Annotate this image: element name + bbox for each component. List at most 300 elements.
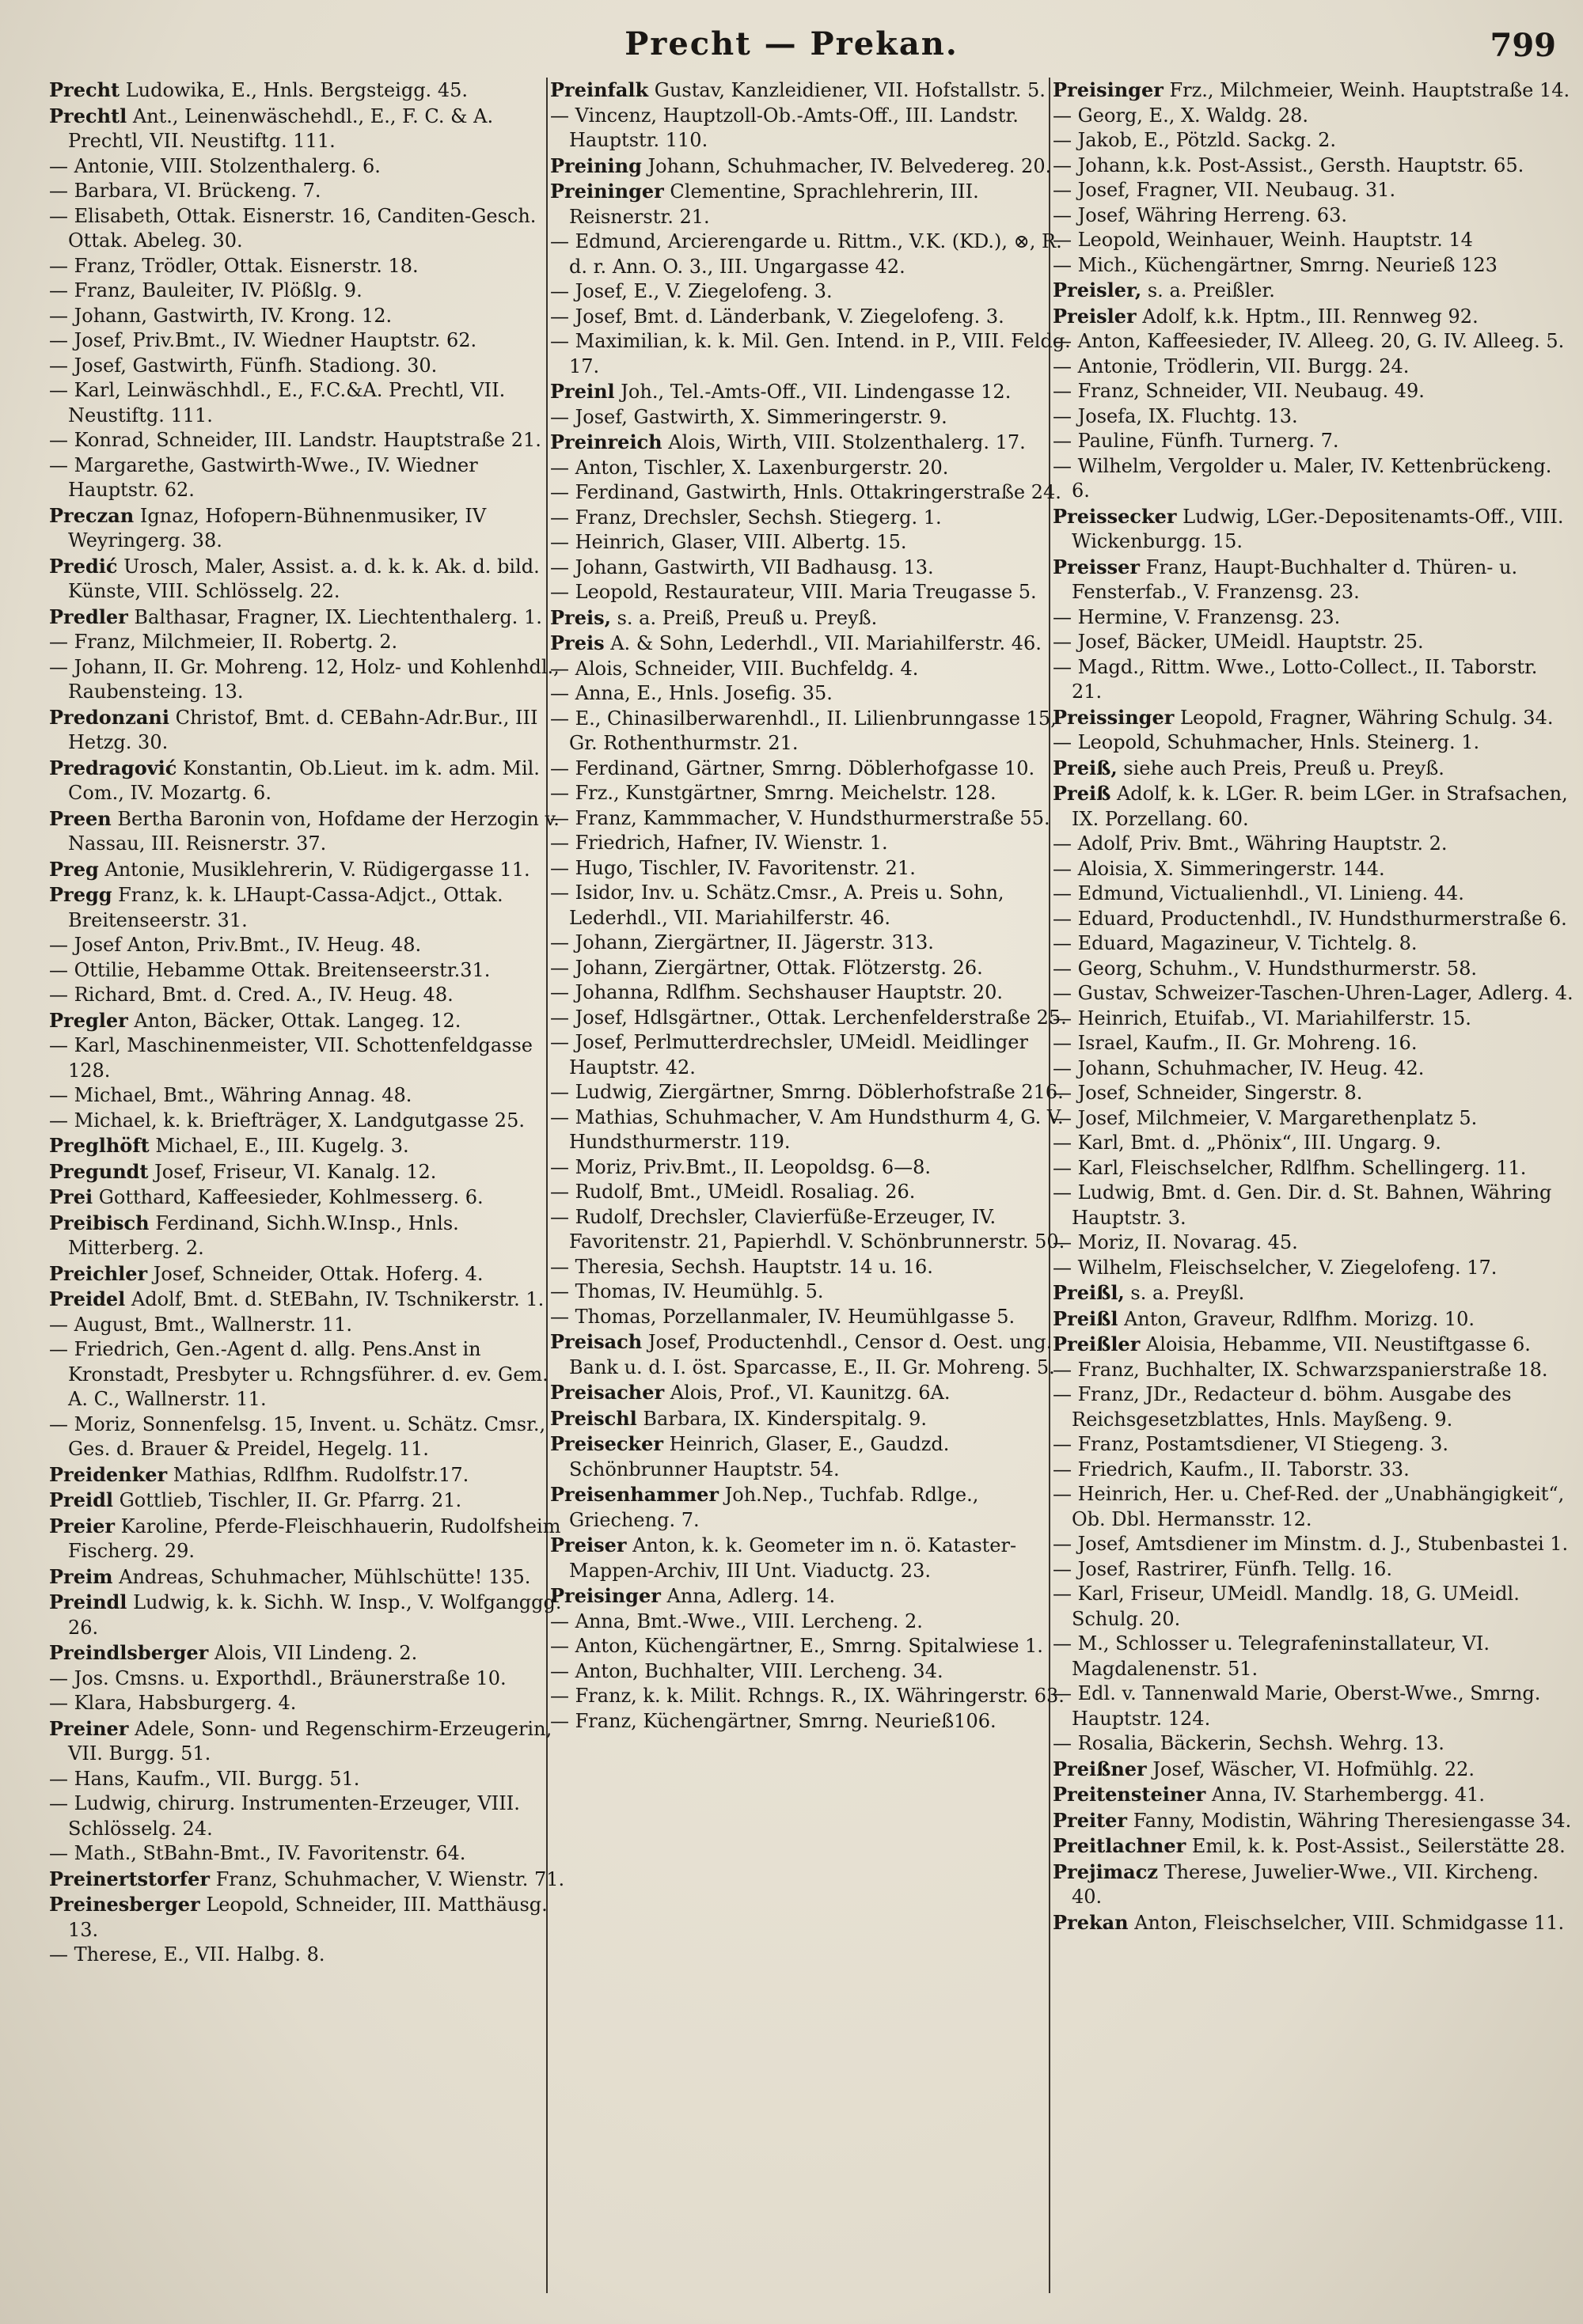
entry-text: s. a. Preiß, Preuß u. Preyß.	[610, 606, 878, 629]
directory-entry	[49, 1666, 570, 1692]
entry-text: — Friedrich, Hafner, IV. Wienstr. 1.	[550, 832, 888, 854]
entry-text: Emil, k. k. Post-Assist., Seilerstätte 28.	[1186, 1835, 1566, 1857]
directory-entry	[1053, 655, 1574, 705]
entry-surname: Preichler	[49, 1261, 148, 1285]
entry-text: Christof, Bmt. d. CEBahn-Adr.Bur., III Hetzg. 30.	[68, 706, 538, 753]
entry-text: — E., Chinasilberwarenhdl., II. Lilienbrunngasse 15, Gr. Rothenthurmstr. 21.	[550, 707, 1057, 754]
directory-entry	[1053, 1432, 1574, 1458]
directory-entry	[1053, 881, 1574, 907]
directory-entry	[1053, 154, 1574, 179]
entry-text: Karoline, Pferde-Fleischhauerin, Rudolfsheim Fischerg. 29.	[68, 1515, 561, 1562]
entry-text: — Margarethe, Gastwirth-Wwe., IV. Wiedner Hauptstr. 62.	[49, 453, 478, 501]
entry-text: Josef, Schneider, Ottak. Hoferg. 4.	[147, 1262, 484, 1285]
entry-text: — Hugo, Tischler, IV. Favoritenstr. 21.	[550, 856, 916, 879]
entry-text: Gustav, Kanzleidiener, VII. Hofstallstr. 5.	[648, 79, 1046, 101]
directory-entry	[1053, 178, 1574, 203]
entry-text: — Josef, Rastrirer, Fünfh. Tellg. 16.	[1053, 1557, 1392, 1580]
entry-surname: Preißler	[1053, 1333, 1141, 1355]
entry-text: — Johanna, Rdlfhm. Sechshauser Hauptstr. 20.	[550, 981, 1004, 1003]
directory-entry	[550, 329, 1071, 379]
directory-entry	[550, 1659, 1071, 1685]
entry-text: Antonie, Musiklehrerin, V. Rüdigergasse 11.	[98, 858, 530, 881]
entry-surname: Preisecker	[550, 1432, 664, 1455]
directory-entry	[1053, 730, 1574, 756]
directory-entry	[1053, 1833, 1574, 1860]
entry-text: Adolf, Bmt. d. StEBahn, IV. Tschnikerstr. 1.	[125, 1288, 545, 1310]
entry-surname: Preindlsberger	[49, 1641, 209, 1664]
directory-entry	[550, 831, 1071, 856]
directory-entry	[1053, 1131, 1574, 1156]
entry-surname: Preisenhammer	[550, 1483, 719, 1506]
entry-text: — Franz, Postamtsdiener, VI Stiegeng. 3.	[1053, 1433, 1448, 1455]
entry-text: — Josef, Gastwirth, X. Simmeringerstr. 9.	[550, 405, 947, 428]
entry-surname: Preg	[49, 857, 99, 881]
entry-text: — Anton, Buchhalter, VIII. Lercheng. 34.	[550, 1659, 943, 1682]
entry-text: — Richard, Bmt. d. Cred. A., IV. Heug. 48.	[49, 984, 454, 1006]
directory-column-3	[1053, 78, 1574, 2309]
entry-text: Anna, Adlerg. 14.	[660, 1585, 836, 1607]
directory-entry	[550, 1255, 1071, 1280]
entry-text: — Karl, Leinwäschhdl., E., F.C.&A. Prechtl, VII. Neustiftg. 111.	[49, 379, 506, 427]
entry-text: Mathias, Rdlfhm. Rudolfstr.17.	[167, 1463, 469, 1486]
entry-surname: Prei	[49, 1185, 93, 1208]
directory-entry	[550, 707, 1071, 756]
entry-text: — Franz, Trödler, Ottak. Eisnerstr. 18.	[49, 254, 419, 277]
directory-entry	[1053, 605, 1574, 631]
directory-entry	[550, 1105, 1071, 1155]
entry-surname: Pregundt	[49, 1159, 149, 1183]
directory-entry	[49, 1287, 570, 1313]
directory-entry	[49, 1109, 570, 1134]
entry-text: — Josef Anton, Priv.Bmt., IV. Heug. 48.	[49, 934, 422, 956]
entry-surname: Preiner	[49, 1716, 129, 1740]
entry-text: — Moriz, Priv.Bmt., II. Leopoldsg. 6—8.	[550, 1155, 932, 1178]
entry-surname: Preißner	[1053, 1757, 1147, 1780]
directory-entry	[1053, 1280, 1574, 1306]
entry-text: — Vincenz, Hauptzoll-Ob.-Amts-Off., III. Landstr. Hauptstr. 110.	[550, 104, 1019, 151]
entry-text: — Rudolf, Bmt., UMeidl. Rosaliag. 26.	[550, 1181, 916, 1203]
entry-text: — Mich., Küchengärtner, Smrng. Neurieß 123	[1053, 253, 1498, 276]
directory-entry	[49, 304, 570, 329]
directory-entry	[550, 530, 1071, 555]
entry-text: — Leopold, Restaurateur, VIII. Maria Treugasse 5.	[550, 581, 1037, 603]
directory-entry	[49, 279, 570, 304]
entry-surname: Preidl	[49, 1488, 113, 1511]
directory-entry	[49, 1313, 570, 1338]
entry-text: — Franz, Milchmeier, II. Robertg. 2.	[49, 631, 398, 653]
entry-text: — Friedrich, Gen.-Agent d. allg. Pens.Anst in Kronstadt, Presbyter u. Rchngsführer. d. ev. Gem. A. C., Wallnerstr. 11.	[49, 1338, 549, 1410]
entry-text: — Karl, Maschinenmeister, VII. Schottenfeldgasse 128.	[49, 1034, 533, 1082]
directory-entry	[1053, 1306, 1574, 1333]
entry-text: — Adolf, Priv. Bmt., Währing Hauptstr. 2.	[1053, 832, 1448, 855]
directory-entry	[1053, 1031, 1574, 1056]
entry-text: — Konrad, Schneider, III. Landstr. Hauptstraße 21.	[49, 429, 541, 451]
directory-entry	[550, 555, 1071, 581]
directory-entry	[49, 453, 570, 503]
entry-surname: Preitlachner	[1053, 1834, 1186, 1857]
entry-text: Ignaz, Hofopern-Bühnenmusiker, IV Weyringerg. 38.	[68, 504, 487, 552]
page-number: 799	[1490, 27, 1556, 64]
directory-entry	[1053, 379, 1574, 404]
directory-entry	[550, 1431, 1071, 1482]
entry-text: — Johann, k.k. Post-Assist., Gersth. Hauptstr. 65.	[1053, 154, 1524, 176]
entry-text: — Edmund, Victualienhdl., VI. Linieng. 44.	[1053, 882, 1464, 904]
entry-text: — Karl, Fleischselcher, Rdlfhm. Schellingerg. 11.	[1053, 1156, 1527, 1179]
entry-surname: Preczan	[49, 503, 135, 527]
directory-entry	[550, 1380, 1071, 1406]
directory-entry	[550, 781, 1071, 806]
entry-text: — Ottilie, Hebamme Ottak. Breitenseerstr.31.	[49, 958, 491, 981]
entry-text: — Mathias, Schuhmacher, V. Am Hundsthurm 4, G. V. Hundsthurmerstr. 119.	[550, 1105, 1064, 1153]
entry-text: Franz, Schuhmacher, V. Wienstr. 71.	[210, 1867, 565, 1890]
entry-surname: Preißl,	[1053, 1281, 1125, 1304]
entry-text: Andreas, Schuhmacher, Mühlschütte! 135.	[112, 1565, 531, 1588]
entry-surname: Preininger	[550, 180, 664, 203]
directory-entry	[49, 1640, 570, 1666]
directory-entry	[1053, 630, 1574, 655]
entry-surname: Preibisch	[49, 1211, 150, 1234]
directory-entry	[550, 1280, 1071, 1305]
entry-text: — Anton, Küchengärtner, E., Smrng. Spitalwiese 1.	[550, 1635, 1043, 1657]
directory-entry	[550, 456, 1071, 481]
directory-entry	[49, 1867, 570, 1893]
directory-entry	[1053, 1156, 1574, 1181]
entry-text: Aloisia, Hebamme, VII. Neustiftgasse 6.	[1140, 1333, 1531, 1355]
directory-entry	[1053, 1681, 1574, 1731]
entry-text: — Math., StBahn-Bmt., IV. Favoritenstr. 64.	[49, 1842, 466, 1864]
entry-text: — Elisabeth, Ottak. Eisnerstr. 16, Canditen-Gesch. Ottak. Abeleg. 30.	[49, 204, 537, 252]
directory-entry	[1053, 1808, 1574, 1834]
entry-text: Heinrich, Glaser, E., Gaudzd. Schönbrunner Hauptstr. 54.	[569, 1433, 950, 1480]
entry-text: — Thomas, Porzellanmaler, IV. Heumühlgasse 5.	[550, 1305, 1015, 1328]
entry-text: — Maximilian, k. k. Mil. Gen. Intend. in P., VIII. Feldg. 17.	[550, 330, 1071, 377]
directory-entry	[49, 605, 570, 631]
directory-entry	[550, 78, 1071, 104]
entry-text: — Franz, k. k. Milit. Rchngs. R., IX. Währingerstr. 63.	[550, 1685, 1065, 1707]
entry-text: — Heinrich, Etuifab., VI. Mariahilferstr. 15.	[1053, 1007, 1471, 1029]
entry-text: — Moriz, Sonnenfelsg. 15, Invent. u. Schätz. Cmsr., Ges. d. Brauer & Preidel, Hegelg. 11.	[49, 1412, 546, 1460]
entry-text: — Wilhelm, Fleischselcher, V. Ziegelofeng. 17.	[1053, 1256, 1498, 1279]
entry-surname: Preindl	[49, 1590, 127, 1613]
directory-entry	[1053, 1532, 1574, 1557]
directory-entry	[550, 756, 1071, 782]
entry-text: — Ferdinand, Gärtner, Smrng. Döblerhofgasse 10.	[550, 756, 1035, 779]
directory-entry	[49, 1841, 570, 1867]
directory-entry	[550, 279, 1071, 305]
directory-entry	[1053, 1181, 1574, 1230]
entry-surname: Preisinger	[1053, 78, 1164, 101]
entry-text: — Edl. v. Tannenwald Marie, Oberst-Wwe., Smrng. Hauptstr. 124.	[1053, 1682, 1541, 1730]
directory-entry	[550, 1305, 1071, 1330]
directory-entry	[1053, 429, 1574, 454]
directory-entry	[1053, 454, 1574, 504]
directory-entry	[1053, 1557, 1574, 1583]
directory-entry	[49, 1412, 570, 1462]
entry-surname: Preim	[49, 1564, 113, 1588]
entry-surname: Preisinger	[550, 1584, 661, 1607]
directory-entry	[550, 657, 1071, 682]
entry-text: Josef, Wäscher, VI. Hofmühlg. 22.	[1146, 1757, 1475, 1780]
entry-surname: Preiter	[1053, 1808, 1128, 1832]
entry-text: — Michael, Bmt., Währing Annag. 48.	[49, 1084, 412, 1106]
directory-entry	[1053, 504, 1574, 555]
directory-entry	[1053, 957, 1574, 982]
directory-entry	[550, 1583, 1071, 1609]
entry-text: — Heinrich, Her. u. Chef-Red. der „Unabhängigkeit“, Ob. Dbl. Hermansstr. 12.	[1053, 1483, 1565, 1530]
entry-text: — Jakob, E., Pötzld. Sackg. 2.	[1053, 129, 1337, 151]
entry-text: Alois, VII Lindeng. 2.	[208, 1642, 418, 1664]
entry-surname: Preisser	[1053, 555, 1141, 578]
directory-entry	[49, 655, 570, 705]
entry-text: — Klara, Habsburgerg. 4.	[49, 1692, 297, 1714]
entry-text: Fanny, Modistin, Währing Theresiengasse 34.	[1127, 1809, 1572, 1832]
directory-column-1	[49, 78, 570, 2309]
directory-entry	[1053, 104, 1574, 129]
directory-entry	[49, 1791, 570, 1841]
directory-entry	[550, 1684, 1071, 1709]
entry-text: Bertha Baronin von, Hofdame der Herzogin v. Nassau, III. Reisnerstr. 37.	[68, 807, 560, 855]
directory-entry	[550, 405, 1071, 430]
entry-text: — Michael, k. k. Briefträger, X. Landgutgasse 25.	[49, 1109, 525, 1132]
entry-surname: Preinesberger	[49, 1893, 200, 1916]
entry-text: Adele, Sonn- und Regenschirm-Erzeugerin, VII. Burgg. 51.	[68, 1717, 552, 1765]
directory-entry	[1053, 404, 1574, 430]
entry-surname: Preiß	[1053, 782, 1111, 805]
entry-text: — Heinrich, Glaser, VIII. Albertg. 15.	[550, 531, 907, 553]
entry-text: — Barbara, VI. Brückeng. 7.	[49, 180, 321, 202]
entry-text: Anton, Graveur, Rdlfhm. Morizg. 10.	[1118, 1307, 1475, 1330]
directory-entry	[1053, 756, 1574, 782]
directory-entry	[1053, 832, 1574, 857]
entry-text: — Josef, Perlmutterdrechsler, UMeidl. Meidlinger Hauptstr. 42.	[550, 1031, 1028, 1079]
entry-text: — Josef, E., V. Ziegelofeng. 3.	[550, 280, 833, 302]
entry-text: — Eduard, Productenhdl., IV. Hundsthurmerstraße 6.	[1053, 907, 1567, 930]
entry-text: — August, Bmt., Wallnerstr. 11.	[49, 1313, 352, 1336]
entry-text: Anton, Bäcker, Ottak. Langeg. 12.	[127, 1009, 461, 1032]
directory-entry	[49, 1462, 570, 1488]
entry-text: Joh., Tel.-Amts-Off., VII. Lindengasse 12.	[614, 381, 1012, 403]
entry-text: — Eduard, Magazineur, V. Tichtelg. 8.	[1053, 932, 1418, 954]
entry-text: — Theresia, Sechsh. Hauptstr. 14 u. 16.	[550, 1255, 933, 1278]
entry-text: Ludowika, E., Hnls. Bergsteigg. 45.	[120, 79, 468, 101]
directory-entry	[550, 1180, 1071, 1205]
directory-entry	[1053, 931, 1574, 957]
directory-entry	[49, 204, 570, 254]
entry-text: — Antonie, Trödlerin, VII. Burgg. 24.	[1053, 354, 1410, 377]
entry-surname: Pregler	[49, 1008, 128, 1032]
entry-text: — Josef, Fragner, VII. Neubaug. 31.	[1053, 179, 1396, 201]
directory-entry	[49, 1133, 570, 1159]
directory-entry	[49, 1008, 570, 1034]
directory-entry	[49, 378, 570, 428]
directory-entry	[49, 857, 570, 883]
directory-entry	[49, 179, 570, 204]
entry-surname: Preisach	[550, 1330, 643, 1353]
entry-text: — Pauline, Fünfh. Turnerg. 7.	[1053, 430, 1339, 452]
entry-text: Leopold, Fragner, Währing Schulg. 34.	[1174, 706, 1554, 729]
entry-text: — Josef, Bäcker, UMeidl. Hauptstr. 25.	[1053, 631, 1424, 653]
entry-text: — Aloisia, X. Simmeringerstr. 144.	[1053, 857, 1385, 880]
entry-text: Michael, E., III. Kugelg. 3.	[149, 1135, 409, 1157]
entry-text: Franz, k. k. LHaupt-Cassa-Adjct., Ottak. Breitenseerstr. 31.	[68, 884, 503, 931]
entry-text: — Leopold, Weinhauer, Weinh. Hauptstr. 14	[1053, 229, 1473, 251]
entry-surname: Predragović	[49, 756, 177, 779]
entry-text: Adolf, k.k. Hptm., III. Rennweg 92.	[1136, 305, 1479, 328]
directory-entry	[550, 1006, 1071, 1031]
directory-entry	[49, 958, 570, 984]
directory-entry	[1053, 1731, 1574, 1757]
directory-entry	[1053, 203, 1574, 229]
entry-text: s. a. Preyßl.	[1124, 1282, 1245, 1304]
directory-entry	[49, 756, 570, 806]
entry-text: — Franz, Buchhalter, IX. Schwarzspanierstraße 18.	[1053, 1358, 1548, 1381]
entry-text: Anna, IV. Starhembergg. 41.	[1205, 1784, 1486, 1806]
entry-text: — Johann, Schuhmacher, IV. Heug. 42.	[1053, 1056, 1425, 1079]
directory-entry	[49, 1892, 570, 1943]
directory-entry	[1053, 1782, 1574, 1808]
entry-text: — Franz, Drechsler, Sechsh. Stiegerg. 1.	[550, 506, 942, 529]
directory-entry	[49, 78, 570, 104]
entry-text: — Josef, Schneider, Singerstr. 8.	[1053, 1082, 1363, 1104]
entry-surname: Preißl	[1053, 1306, 1118, 1330]
directory-entry	[1053, 1632, 1574, 1681]
entry-text: Ludwig, k. k. Sichh. W. Insp., V. Wolfganggg. 26.	[68, 1591, 562, 1639]
entry-text: — Jos. Cmsns. u. Exporthdl., Bräunerstraße 10.	[49, 1666, 507, 1689]
entry-text: Alois, Prof., VI. Kaunitzg. 6A.	[664, 1382, 951, 1404]
directory-entry	[550, 881, 1071, 931]
entry-text: Johann, Schuhmacher, IV. Belvedereg. 20.	[641, 154, 1052, 177]
directory-entry	[1053, 1256, 1574, 1281]
directory-entry	[49, 933, 570, 958]
entry-text: — Franz, Schneider, VII. Neubaug. 49.	[1053, 380, 1425, 402]
directory-entry	[1053, 329, 1574, 354]
entry-text: — Josefa, IX. Fluchtg. 13.	[1053, 404, 1298, 427]
directory-entry	[49, 428, 570, 453]
directory-entry	[49, 983, 570, 1008]
directory-entry	[550, 580, 1071, 605]
entry-text: — Josef, Bmt. d. Länderbank, V. Ziegelofeng. 3.	[550, 305, 1004, 328]
entry-text: — Hermine, V. Franzensg. 23.	[1053, 605, 1341, 628]
directory-entry	[550, 1329, 1071, 1380]
entry-surname: Preinreich	[550, 430, 662, 453]
entry-text: — Moriz, II. Novarag. 45.	[1053, 1231, 1298, 1253]
directory-entry	[49, 1211, 570, 1261]
directory-entry	[550, 1155, 1071, 1181]
entry-surname: Preischl	[550, 1406, 637, 1430]
directory-entry	[49, 154, 570, 180]
directory-entry	[1053, 1757, 1574, 1783]
entry-surname: Preidenker	[49, 1462, 168, 1486]
directory-entry	[1053, 128, 1574, 154]
entry-text: Josef, Productenhdl., Censor d. Oest. ung. Bank u. d. I. öst. Sparcasse, E., II. Gr. Mohreng. 5.	[569, 1331, 1055, 1378]
directory-entry	[1053, 1382, 1574, 1432]
directory-entry	[550, 605, 1071, 631]
entry-text: Urosch, Maler, Assist. a. d. k. k. Ak. d. bild. Künste, VIII. Schlösselg. 22.	[68, 555, 540, 602]
entry-text: — Karl, Friseur, UMeidl. Mandlg. 18, G. UMeidl. Schulg. 20.	[1053, 1583, 1520, 1630]
directory-entry	[49, 1261, 570, 1287]
directory-entry	[550, 980, 1071, 1006]
directory-entry	[550, 1080, 1071, 1105]
entry-text: — Therese, E., VII. Halbg. 8.	[49, 1943, 325, 1966]
directory-entry	[49, 1185, 570, 1211]
directory-entry	[49, 1590, 570, 1640]
entry-surname: Preiser	[550, 1534, 627, 1556]
entry-text: — Ferdinand, Gastwirth, Hnls. Ottakringerstraße 24.	[550, 481, 1061, 503]
entry-text: — Ludwig, chirurg. Instrumenten-Erzeuger, VIII. Schlösselg. 24.	[49, 1792, 520, 1840]
directory-entry	[550, 681, 1071, 707]
entry-text: — Josef, Währing Herreng. 63.	[1053, 203, 1347, 226]
directory-entry	[1053, 1081, 1574, 1106]
directory-entry	[1053, 304, 1574, 330]
entry-surname: Pregg	[49, 883, 112, 906]
entry-surname: Prekan	[1053, 1910, 1129, 1934]
directory-entry	[550, 1634, 1071, 1659]
directory-entry	[1053, 981, 1574, 1007]
directory-entry	[49, 806, 570, 857]
directory-entry	[49, 104, 570, 154]
directory-entry	[1053, 1056, 1574, 1082]
directory-entry	[550, 480, 1071, 506]
directory-entry	[1053, 1230, 1574, 1256]
directory-entry	[1053, 228, 1574, 253]
page-title: Precht — Prekan.	[624, 25, 959, 63]
directory-entry	[49, 354, 570, 379]
directory-entry	[49, 1943, 570, 1968]
directory-entry	[550, 1609, 1071, 1635]
entry-surname: Preiß,	[1053, 756, 1118, 779]
directory-entry	[49, 1716, 570, 1767]
entry-text: Anton, Fleischselcher, VIII. Schmidgasse 11.	[1128, 1911, 1565, 1934]
entry-text: — Johann, Gastwirth, IV. Krong. 12.	[49, 304, 393, 327]
directory-entry	[1053, 1106, 1574, 1132]
directory-entry	[550, 806, 1071, 832]
entry-text: — Josef, Milchmeier, V. Margarethenplatz 5.	[1053, 1106, 1478, 1129]
directory-entry	[1053, 1582, 1574, 1632]
directory-entry	[1053, 1332, 1574, 1358]
entry-text: — Georg, E., X. Waldg. 28.	[1053, 104, 1309, 127]
entry-text: — Johann, Gastwirth, VII Badhausg. 13.	[550, 555, 934, 578]
entry-text: s. a. Preißler.	[1141, 279, 1275, 301]
entry-surname: Prechtl	[49, 104, 127, 127]
entry-surname: Preidel	[49, 1287, 126, 1310]
directory-column-2	[550, 78, 1071, 2309]
entry-text: — Rosalia, Bäckerin, Sechsh. Wehrg. 13.	[1053, 1732, 1444, 1754]
entry-text: — Karl, Bmt. d. „Phönix“, III. Ungarg. 9.	[1053, 1132, 1441, 1154]
entry-text: — Josef, Gastwirth, Fünfh. Stadiong. 30.	[49, 354, 438, 377]
directory-entry	[49, 1564, 570, 1590]
entry-text: — Frz., Kunstgärtner, Smrng. Meichelstr. 128.	[550, 782, 996, 804]
directory-entry	[550, 1406, 1071, 1432]
directory-entry	[1053, 1007, 1574, 1032]
directory-entry	[49, 882, 570, 933]
entry-surname: Preier	[49, 1514, 115, 1537]
entry-surname: Preissinger	[1053, 705, 1175, 729]
directory-entry	[550, 430, 1071, 456]
entry-surname: Preisler	[1053, 304, 1137, 328]
entry-text: — Johann, Ziergärtner, Ottak. Flötzerstg. 26.	[550, 956, 983, 979]
entry-text: — Josef, Amtsdiener im Minstm. d. J., Stubenbastei 1.	[1053, 1533, 1569, 1555]
directory-entry	[550, 1709, 1071, 1734]
entry-text: — Johann, II. Gr. Mohreng. 12, Holz- und Kohlenhdl., Raubensteing. 13.	[49, 655, 560, 703]
directory-entry	[550, 1205, 1071, 1255]
directory-entry	[1053, 1358, 1574, 1383]
directory-entry	[550, 506, 1071, 531]
directory-entry	[550, 104, 1071, 154]
directory-entry	[1053, 857, 1574, 882]
entry-surname: Predler	[49, 605, 128, 628]
entry-text: Therese, Juwelier-Wwe., VII. Kircheng. 40.	[1072, 1860, 1539, 1908]
directory-entry	[49, 554, 570, 605]
